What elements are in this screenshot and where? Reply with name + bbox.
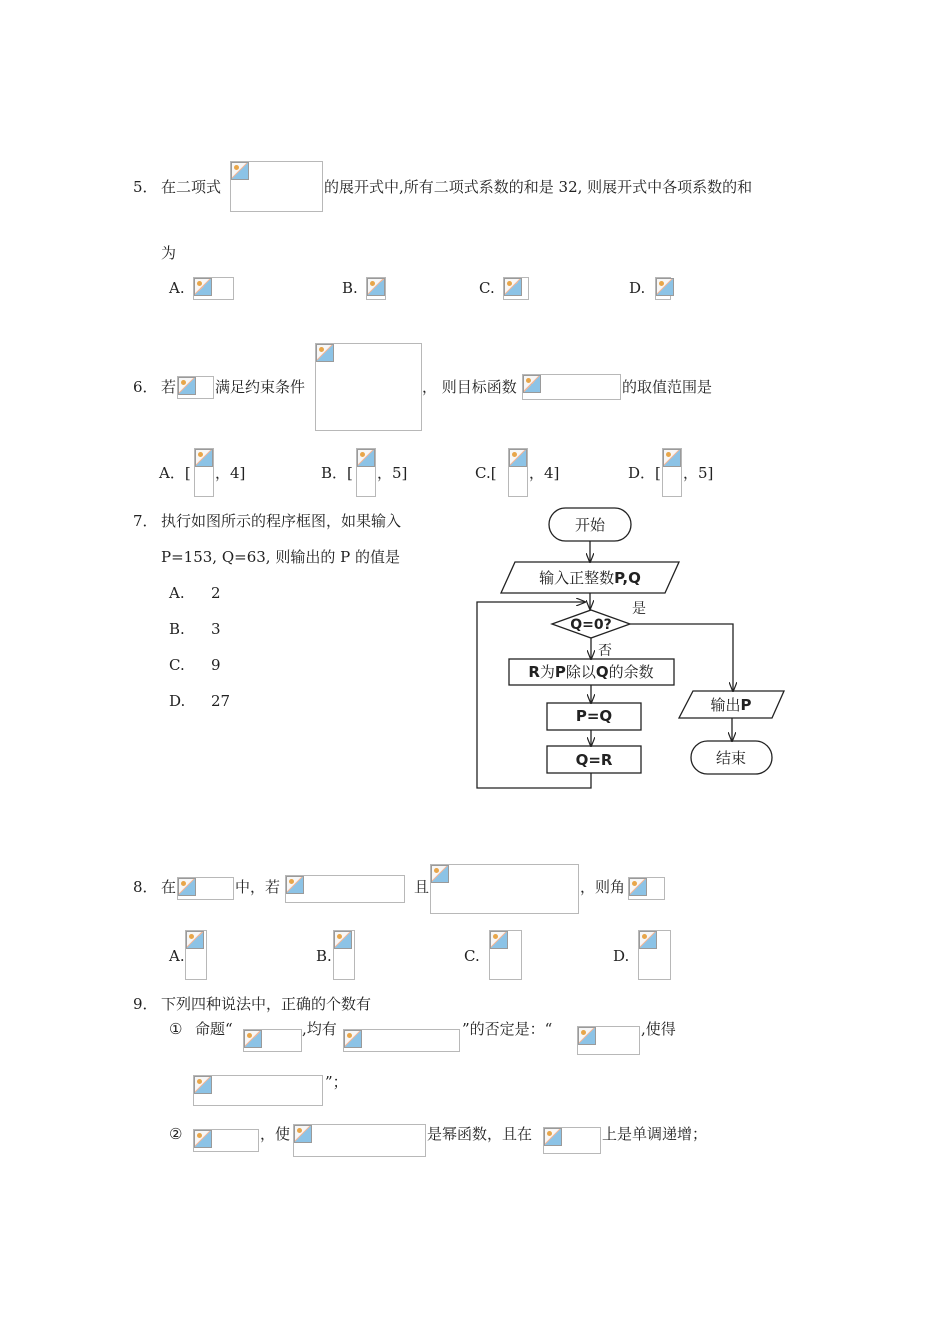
q9-s1-text-c: ”的否定是：“: [462, 1020, 553, 1038]
q6-text-2: 满足约束条件: [215, 378, 306, 396]
q9-s1-image-4: [193, 1075, 323, 1106]
flow-assign-q-label: Q=R: [575, 751, 613, 769]
q7-option-a-label: A.: [169, 584, 185, 602]
q6-number: 6．: [133, 378, 158, 396]
flow-start-terminator: [549, 508, 631, 541]
q6-option-c-image: [508, 448, 528, 497]
q9-s2-text-a: ，使: [260, 1125, 291, 1143]
q7-stem-line-1: 执行如图所示的程序框图，如果输入: [161, 512, 402, 530]
q6-option-d-image: [662, 448, 682, 497]
flow-end-terminator: [691, 741, 772, 774]
flow-no-label: 否: [598, 643, 612, 659]
q5-option-c-label: C.: [479, 279, 495, 297]
q6-constraints-image: [315, 343, 422, 431]
q9-s2-text-c: 上是单调递增；: [602, 1125, 708, 1143]
flow-end-label: 结束: [715, 749, 747, 767]
q7-option-b-value: 3: [211, 620, 221, 638]
q8-text-3: 且: [414, 878, 430, 896]
flow-input-label: 输入正整数P,Q: [539, 569, 641, 587]
q9-s1-text-d: ,使得: [641, 1020, 676, 1038]
q6-option-a-tail: ，4]: [215, 464, 246, 482]
q5-text-continued: 为: [161, 244, 177, 262]
q6-option-c-label: C.[: [475, 464, 497, 482]
q8-triangle-image: [177, 877, 234, 900]
q9-statement-2-marker: ②: [169, 1125, 183, 1143]
flow-input-parallelogram: [501, 562, 679, 593]
q8-option-b-label: B.: [316, 947, 332, 965]
q6-option-d-label: D．[: [628, 464, 661, 482]
q8-option-c-image: [489, 930, 522, 980]
q6-variables-image: [177, 376, 214, 399]
q5-option-a-image: [193, 277, 234, 300]
q8-option-a-label: A.: [169, 947, 185, 965]
q8-condition-2-image: [430, 864, 579, 914]
q7-option-c-label: C.: [169, 656, 185, 674]
q6-option-a-label: A．[: [159, 464, 191, 482]
q8-text-2: 中，若: [235, 878, 281, 896]
q6-text-3: ， 则目标函数: [422, 378, 517, 396]
q9-s1-text-e: ”；: [325, 1073, 348, 1091]
q6-text-1: 若: [161, 378, 177, 396]
q5-option-d-label: D.: [629, 279, 646, 297]
q8-option-c-label: C.: [464, 947, 480, 965]
q5-text-before: 在二项式: [161, 178, 222, 196]
q7-option-c-value: 9: [211, 656, 221, 674]
flow-condition-label: Q=0?: [570, 617, 612, 633]
q8-option-b-image: [333, 930, 355, 980]
q7-option-b-label: B.: [169, 620, 185, 638]
flow-assign-q-box: [547, 746, 641, 773]
q8-number: 8．: [133, 878, 158, 896]
q8-condition-1-image: [285, 875, 405, 903]
q9-statement-1-marker: ①: [169, 1020, 183, 1038]
q5-option-d-image: [655, 277, 671, 300]
q5-option-c-image: [503, 277, 529, 300]
q5-text-after: 的展开式中,所有二项式系数的和是 32, 则展开式中各项系数的和: [324, 178, 753, 196]
q8-text-4: ，则角: [580, 878, 626, 896]
q9-s1-text-b: ,均有: [302, 1020, 337, 1038]
q8-option-d-label: D.: [613, 947, 630, 965]
q6-option-c-tail: ，4]: [529, 464, 560, 482]
binomial-formula-image: [230, 161, 323, 212]
flow-assign-p-label: P=Q: [575, 707, 613, 725]
q6-option-b-label: B．[: [321, 464, 353, 482]
q7-number: 7．: [133, 512, 158, 530]
q6-option-d-tail: ，5]: [683, 464, 714, 482]
flow-remainder-box: [509, 659, 674, 685]
flow-assign-p-box: [547, 703, 641, 730]
q9-s2-text-b: 是幂函数，且在: [427, 1125, 533, 1143]
q9-s1-image-2: [343, 1029, 460, 1052]
q9-s2-image-3: [543, 1127, 601, 1154]
q7-option-a-value: 2: [211, 584, 221, 602]
q9-s2-image-2: [293, 1124, 426, 1157]
q9-number: 9．: [133, 995, 158, 1013]
q8-option-d-image: [638, 930, 671, 980]
q6-text-4: 的取值范围是: [622, 378, 713, 396]
q5-number: 5．: [133, 178, 158, 196]
flow-condition-diamond: [552, 610, 630, 638]
q9-s1-image-1: [243, 1029, 302, 1052]
q7-option-d-value: 27: [211, 692, 231, 710]
q6-option-b-image: [356, 448, 376, 497]
flow-yes-label: 是: [632, 601, 646, 617]
q8-text-1: 在: [161, 878, 177, 896]
q7-stem-line-2: P=153, Q=63, 则输出的 P 的值是: [161, 548, 400, 566]
q7-option-d-label: D.: [169, 692, 186, 710]
q6-option-a-image: [194, 448, 214, 497]
q6-objective-image: [522, 374, 621, 400]
q9-s1-text-a: 命题“: [195, 1020, 233, 1038]
q9-stem: 下列四种说法中，正确的个数有: [161, 995, 372, 1013]
q9-s2-image-1: [193, 1129, 259, 1152]
q5-option-a-label: A.: [169, 279, 185, 297]
q9-s1-image-3: [577, 1026, 640, 1055]
flow-output-parallelogram: [679, 691, 784, 718]
q5-option-b-label: B.: [342, 279, 358, 297]
q8-angle-image: [628, 877, 665, 900]
flow-output-label: 输出P: [710, 696, 752, 714]
flow-start-label: 开始: [574, 516, 606, 534]
q5-option-b-image: [366, 277, 386, 300]
flow-remainder-label: R为P除以Q的余数: [528, 663, 654, 681]
q8-option-a-image: [185, 930, 207, 980]
q6-option-b-tail: ，5]: [377, 464, 408, 482]
